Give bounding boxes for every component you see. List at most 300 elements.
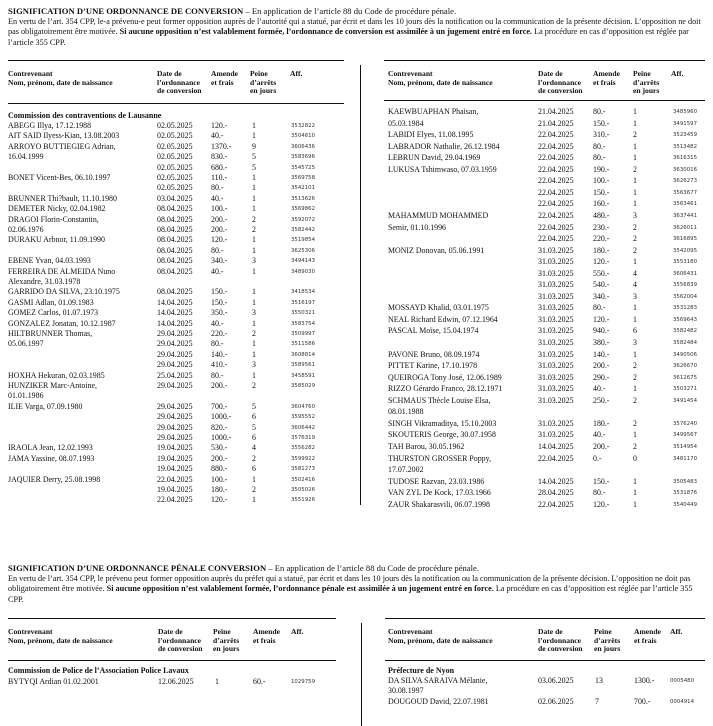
cell-peine: 4: [633, 268, 637, 278]
cell-name: KAEWBUAPHAN Phaisan,: [388, 107, 479, 116]
table-row: [8, 423, 348, 433]
cell-aff: 3505483: [673, 478, 698, 485]
table-row: [388, 165, 708, 177]
rule-top-left: [8, 60, 344, 61]
cell-peine: 5: [252, 162, 256, 172]
table-row: [8, 277, 348, 287]
table-row: [388, 442, 708, 454]
cell-aff: 3491597: [673, 120, 698, 127]
header-name: Contrevenant Nom, prénom, date de naissance: [8, 627, 113, 645]
cell-aff: 3563461: [673, 201, 698, 208]
table-row: [8, 475, 348, 485]
cell-aff: 3542101: [291, 185, 316, 192]
cell-amende: 120.-: [593, 314, 610, 324]
header-aff: Aff.: [291, 627, 304, 636]
cell-amende: 80.-: [593, 107, 606, 116]
table-row: [388, 686, 708, 696]
cell-aff: 3553180: [673, 259, 698, 266]
cell-peine: 2: [633, 164, 637, 174]
cell-peine: 1: [633, 176, 637, 186]
cell-amende: 530.-: [211, 443, 228, 453]
cell-peine: 3: [633, 210, 637, 220]
cell-name: IRAOLA Jean, 12.02.1993: [8, 443, 93, 453]
cell-aff: 3569643: [673, 316, 698, 323]
table-row: [388, 303, 708, 315]
table-row: [8, 298, 348, 308]
cell-aff: 3490506: [673, 351, 698, 358]
cell-peine: 3: [252, 308, 256, 318]
cell-date: 02.05.2025: [157, 183, 193, 193]
section-lavaux: Commission de Police de l’Association Police Lavaux: [8, 666, 189, 675]
cell-amende: 200.-: [211, 225, 228, 234]
table-row: [388, 430, 708, 442]
header-amende: Amende et frais: [211, 69, 238, 87]
cell-peine: 6: [252, 464, 256, 474]
table-row: [388, 350, 708, 362]
header-aff: Aff.: [290, 69, 303, 78]
table-header-right: [388, 70, 708, 98]
table-row: [8, 677, 338, 687]
cell-date: 02.05.2025: [157, 162, 193, 172]
cell-date: 19.04.2025: [157, 443, 193, 453]
cell-peine: 2: [252, 485, 256, 494]
table-row: [8, 204, 348, 214]
cell-date: 14.04.2025: [157, 297, 193, 307]
cell-name: 16.04.1999: [8, 152, 44, 162]
header-date: Date de l’ordonnance de conversion: [538, 627, 583, 654]
cell-date: 22.04.2025: [538, 234, 574, 244]
cell-amende: 120.-: [593, 499, 610, 509]
cell-amende: 80.-: [211, 370, 224, 380]
cell-date: 31.03.2025: [538, 314, 574, 324]
cell-date: 29.04.2025: [157, 360, 193, 370]
cell-amende: 550.-: [593, 268, 610, 278]
cell-date: 03.04.2025: [157, 193, 193, 203]
cell-aff: 3582484: [673, 340, 698, 346]
cell-aff: 3606442: [291, 424, 316, 431]
cell-date: 31.03.2025: [538, 303, 574, 313]
cell-peine: 2: [633, 441, 637, 451]
table-row: [8, 495, 348, 505]
cell-name: Semir, 01.10.1996: [388, 222, 446, 232]
cell-date: 21.04.2025: [538, 118, 574, 128]
header-name: Contrevenant Nom, prénom, date de naissance: [388, 627, 493, 645]
cell-peine: 6: [252, 433, 256, 442]
cell-aff: 3583754: [291, 320, 316, 327]
header-aff: Aff.: [671, 69, 684, 78]
header-rule-right: [384, 100, 705, 101]
cell-date: 02.05.2025: [157, 141, 193, 151]
cell-aff: 3583696: [291, 154, 316, 161]
cell-aff: 3606431: [673, 270, 698, 277]
table-row: [8, 215, 348, 225]
cell-date: 31.03.2025: [538, 268, 574, 278]
table-row: [8, 329, 348, 339]
cell-peine: 0: [633, 453, 637, 463]
cell-name: 30.08.1997: [388, 686, 424, 696]
cell-peine: 1: [633, 257, 637, 267]
cell-aff: 3581273: [291, 466, 316, 473]
cell-aff: 3562004: [673, 293, 698, 300]
cell-date: 28.04.2025: [538, 488, 574, 498]
cell-date: 22.04.2025: [538, 199, 574, 209]
notice-body: En vertu de l’art. 354 CPP, le-a prévenu-e peut former opposition auprès de l’autorité qui a statué, par écrit et dans les 10 jours dès la notification ou la communication de la présente décision. L’opposition ne doit pas obligatoirement être motivée.: [8, 16, 701, 36]
header-peine: Peine d’arrêts en jours: [213, 627, 240, 654]
cell-name: NEAL Richard Edwin, 07.12.1964: [388, 314, 498, 324]
table-row: [8, 267, 348, 277]
table-row: [388, 500, 708, 512]
cell-aff: 3582442: [291, 227, 316, 233]
cell-date: 29.04.2025: [157, 412, 193, 422]
cell-name: RIZZO Gérardo Franco, 28.12.1971: [388, 384, 503, 394]
cell-date: 02.05.2025: [157, 131, 193, 141]
header-name: Contrevenant Nom, prénom, date de naissance: [8, 69, 113, 87]
header-rule-bottom-right: [385, 660, 705, 661]
cell-aff: 3540449: [673, 501, 698, 508]
cell-name: THURSTON GROSSER Poppy,: [388, 453, 492, 463]
cell-amende: 700.-: [634, 696, 651, 706]
rule-bottom-left: [8, 618, 336, 619]
table-row: [8, 131, 348, 141]
cell-date: 29.04.2025: [157, 401, 193, 411]
cell-name: HILTBRUNNER Thomas,: [8, 329, 93, 338]
cell-peine: 1: [215, 677, 219, 686]
table-row: [8, 319, 348, 329]
cell-aff: 3485960: [673, 109, 698, 115]
cell-name: LEBRUN David, 29.04.1969: [388, 153, 481, 163]
cell-name: BYTYQI Ardian 01.02.2001: [8, 677, 99, 686]
cell-aff: 3569862: [291, 206, 316, 213]
cell-amende: 150.-: [593, 118, 610, 128]
cell-aff: 3542095: [673, 247, 698, 254]
cell-amende: 100.-: [211, 474, 228, 484]
table-row: [8, 350, 348, 360]
cell-name: JAQUIER Derry, 25.08.1998: [8, 474, 101, 484]
cell-name: 17.07.2002: [388, 465, 424, 475]
cell-aff: 3608814: [291, 351, 316, 358]
cell-amende: 940.-: [593, 326, 610, 336]
cell-date: 29.04.2025: [157, 433, 193, 442]
cell-date: 03.06.2025: [538, 676, 574, 685]
table-row: [388, 454, 708, 466]
cell-amende: 1000.-: [211, 433, 232, 442]
cell-amende: 1300.-: [634, 676, 655, 685]
cell-date: 31.03.2025: [538, 349, 574, 359]
cell-peine: 2: [252, 225, 256, 234]
cell-peine: 2: [252, 214, 256, 224]
cell-aff: 3481170: [673, 455, 698, 462]
cell-amende: 410.-: [211, 360, 228, 370]
cell-amende: 150.-: [593, 476, 610, 486]
cell-date: 02.05.2025: [157, 121, 193, 130]
cell-amende: 250.-: [593, 395, 610, 405]
cell-name: SINGH Vikramaditya, 15.10.2003: [388, 418, 497, 428]
cell-date: 31.03.2025: [538, 326, 574, 336]
notice-tail: La procédure en cas d’opposition est réglée par l’article 355 CPP.: [8, 27, 689, 47]
cell-name: MAHAMMUD MOHAMMED: [388, 210, 489, 220]
cell-peine: 1: [252, 339, 256, 349]
cell-aff: 3532822: [291, 123, 316, 129]
cell-peine: 2: [633, 418, 637, 428]
cell-name: JAMA Yassine, 08.07.1993: [8, 453, 95, 463]
cell-peine: 1: [633, 349, 637, 359]
cell-amende: 150.-: [211, 287, 228, 297]
table-row: [388, 697, 708, 707]
cell-peine: 1: [252, 474, 256, 484]
cell-date: 19.04.2025: [157, 485, 193, 494]
cell-aff: 3576319: [291, 435, 316, 441]
table-row: [388, 315, 708, 327]
table-header-left: [8, 70, 348, 98]
cell-peine: 1: [633, 187, 637, 197]
cell-name: GASMI Adlan, 01.09.1983: [8, 297, 94, 307]
cell-peine: 3: [633, 291, 637, 301]
cell-date: 31.03.2025: [538, 245, 574, 255]
notice-penale: [8, 563, 705, 605]
cell-peine: 1: [252, 173, 256, 182]
cell-peine: 1: [252, 131, 256, 141]
cell-amende: 40.-: [211, 193, 224, 203]
cell-peine: 2: [633, 130, 637, 140]
cell-aff: 3458591: [291, 372, 316, 379]
table-row: [8, 412, 348, 422]
cell-aff: 3604760: [291, 403, 316, 410]
cell-peine: 1: [633, 314, 637, 324]
cell-date: 31.03.2025: [538, 291, 574, 301]
table-row: [388, 280, 708, 292]
table-row: [8, 194, 348, 204]
table-row: [388, 326, 708, 338]
cell-name: VAN ZYL De Kock, 17.03.1966: [388, 488, 491, 498]
cell-name: HUNZIKER Marc-Antoine,: [8, 381, 97, 390]
cell-amende: 40.-: [211, 318, 224, 328]
cell-peine: 4: [633, 280, 637, 290]
table-row: [388, 257, 708, 269]
cell-aff: 3504610: [291, 133, 316, 140]
cell-date: 31.03.2025: [538, 384, 574, 394]
cell-name: DA SILVA SARAIVA Mélanie,: [388, 676, 488, 685]
cell-aff: 3626670: [673, 363, 698, 370]
cell-peine: 1: [252, 204, 256, 214]
cell-peine: 1: [252, 266, 256, 276]
table-row: [8, 256, 348, 266]
cell-date: 31.03.2025: [538, 338, 574, 347]
cell-date: 31.03.2025: [538, 372, 574, 382]
cell-peine: 5: [252, 422, 256, 432]
cell-peine: 1: [252, 121, 256, 130]
cell-amende: 40.-: [211, 266, 224, 276]
cell-amende: 80.-: [211, 339, 224, 349]
cell-date: 02.05.2025: [157, 152, 193, 162]
table-row: [8, 225, 348, 235]
table-row: [8, 163, 348, 173]
cell-peine: 13: [595, 676, 603, 685]
cell-amende: 680.-: [211, 162, 228, 172]
cell-peine: 1: [252, 183, 256, 193]
table-row: [8, 464, 348, 474]
cell-aff: 1029759: [291, 679, 316, 685]
cell-peine: 5: [252, 152, 256, 162]
cell-amende: 150.-: [593, 187, 610, 197]
cell-name: DOUGOUD David, 22.07.1981: [388, 696, 489, 706]
cell-amende: 230.-: [593, 222, 610, 232]
cell-aff: 3545725: [291, 164, 316, 171]
cell-name: 08.01.1988: [388, 407, 424, 417]
cell-date: 29.04.2025: [157, 329, 193, 338]
table-row: [8, 173, 348, 183]
cell-aff: 3551926: [291, 497, 316, 504]
table-row: [8, 360, 348, 370]
cell-peine: 3: [633, 338, 637, 347]
cell-amende: 120.-: [211, 121, 228, 130]
cell-aff: 3513626: [291, 195, 316, 202]
table-row: [388, 119, 708, 131]
cell-amende: 830.-: [211, 152, 228, 162]
cell-name: HOXHA Hekuran, 02.03.1985: [8, 370, 105, 380]
notice-tail: La procédure en cas d’opposition est réglée par l’article 355 CPP.: [8, 584, 693, 604]
cell-date: 22.04.2025: [538, 164, 574, 174]
cell-amende: 350.-: [211, 308, 228, 318]
cell-peine: 1: [252, 495, 256, 505]
table-row: [388, 199, 708, 211]
cell-name: PITTET Karine, 17.10.1978: [388, 361, 478, 371]
cell-peine: 5: [252, 401, 256, 411]
cell-date: 29.04.2025: [157, 381, 193, 390]
cell-aff: 3513482: [673, 143, 698, 150]
cell-date: 22.04.2025: [538, 499, 574, 509]
cell-peine: 2: [633, 395, 637, 405]
notice-subtitle: – En application de l’article 88 du Code de procédure pénale.: [243, 6, 457, 16]
cell-aff: 3612675: [673, 374, 698, 381]
cell-name: PAVONE Bruno, 08.09.1974: [388, 349, 480, 359]
header-date: Date de l’ordonnance de conversion: [538, 69, 583, 96]
cell-name: MOSSAYD Khalid, 03.01.1975: [388, 303, 489, 313]
table-row: [388, 246, 708, 258]
cell-aff: 3625306: [291, 247, 316, 254]
table-row: [388, 477, 708, 489]
table-row: [388, 338, 708, 350]
table-row: [8, 246, 348, 256]
cell-amende: 200.-: [593, 441, 610, 451]
cell-aff: 0005480: [670, 678, 695, 684]
table-row: [388, 142, 708, 154]
table-row: [388, 153, 708, 165]
cell-date: 14.04.2025: [157, 308, 193, 318]
cell-aff: 3531876: [673, 490, 698, 497]
cell-amende: 820.-: [211, 422, 228, 432]
table-row: [388, 107, 708, 119]
header-date: Date de l’ordonnance de conversion: [157, 69, 202, 96]
table-row: [388, 130, 708, 142]
cell-name: PASCAL Moïse, 15.04.1974: [388, 326, 479, 336]
notice-subtitle: – En application de l’article 88 du Code de procédure pénale.: [266, 563, 480, 573]
cell-aff: 3489030: [291, 268, 316, 275]
table-row: [8, 443, 348, 453]
table-row: [8, 235, 348, 245]
table-row: [8, 371, 348, 381]
table-row: [8, 183, 348, 193]
cell-amende: 120.-: [211, 235, 228, 245]
cell-date: 08.04.2025: [157, 266, 193, 276]
cell-aff: 3509997: [291, 331, 316, 337]
cell-name: AIT SAID Ilyess-Kian, 13.08.2003: [8, 131, 120, 141]
section-nyon: Préfecture de Nyon: [388, 666, 455, 675]
cell-aff: 3499567: [673, 432, 698, 439]
cell-amende: 0.-: [593, 453, 602, 463]
table-row: [388, 361, 708, 373]
cell-name: MONIZ Donovan, 05.06.1991: [388, 245, 485, 255]
cell-date: 31.03.2025: [538, 280, 574, 290]
cell-peine: 1: [633, 384, 637, 394]
cell-aff: 3585029: [291, 383, 316, 389]
header-peine: Peine d’arrêts en jours: [594, 627, 621, 654]
cell-amende: 140.-: [593, 349, 610, 359]
cell-date: 22.04.2025: [157, 474, 193, 484]
cell-amende: 180.-: [593, 418, 610, 428]
cell-amende: 40.-: [211, 131, 224, 141]
header-rule-bottom-left: [8, 660, 336, 661]
table-row: [388, 407, 708, 419]
cell-aff: 3563677: [673, 189, 698, 196]
notice-title: SIGNIFICATION D’UNE ORDONNANCE DE CONVERSION: [8, 6, 244, 16]
cell-aff: 3531283: [673, 305, 698, 312]
cell-amende: 180.-: [211, 485, 228, 494]
cell-amende: 160.-: [593, 199, 610, 209]
cell-name: Alexandre, 31.03.1978: [8, 277, 81, 286]
cell-name: TUDOSE Razvan, 23.03.1986: [388, 476, 485, 486]
cell-amende: 200.-: [211, 214, 228, 224]
cell-aff: 3599922: [291, 455, 316, 462]
rule-top-right: [384, 60, 705, 61]
cell-aff: 3556839: [673, 282, 698, 289]
cell-name: ARROYO BUTTIEGIEG Adrian,: [8, 141, 116, 151]
cell-amende: 200.-: [211, 453, 228, 463]
cell-date: 22.04.2025: [538, 222, 574, 232]
cell-amende: 540.-: [593, 280, 610, 290]
cell-name: SKOUTERIS George, 30.07.1958: [388, 430, 496, 440]
table-row: [388, 223, 708, 235]
cell-date: 22.04.2025: [538, 453, 574, 463]
header-amende: Amende et frais: [253, 627, 280, 645]
notice-conversion: [8, 6, 705, 48]
cell-name: GOMEZ Carlos, 01.07.1973: [8, 308, 99, 318]
cell-peine: 1: [633, 476, 637, 486]
cell-peine: 1: [252, 245, 256, 255]
cell-aff: 3514954: [673, 443, 698, 450]
cell-aff: 3626011: [673, 224, 698, 231]
rule-bottom-right: [385, 618, 705, 619]
cell-aff: 3595552: [291, 414, 316, 421]
table-row: [388, 384, 708, 396]
cell-amende: 310.-: [593, 130, 610, 140]
cell-peine: 4: [252, 443, 256, 453]
cell-peine: 1: [252, 297, 256, 307]
table-row: [388, 419, 708, 431]
cell-aff: 3576240: [673, 420, 698, 427]
cell-peine: 1: [252, 235, 256, 245]
cell-peine: 9: [252, 141, 256, 151]
table-row: [8, 339, 348, 349]
cell-aff: 3589561: [291, 362, 316, 369]
table-row: [8, 121, 348, 131]
cell-amende: 100.-: [211, 204, 228, 214]
cell-date: 22.04.2025: [538, 210, 574, 220]
cell-name: LUKUSA Tshimwaso, 07.03.1959: [388, 164, 497, 174]
cell-amende: 100.-: [593, 176, 610, 186]
table-row: [388, 292, 708, 304]
cell-peine: 1: [252, 370, 256, 380]
column-divider: [360, 65, 361, 505]
